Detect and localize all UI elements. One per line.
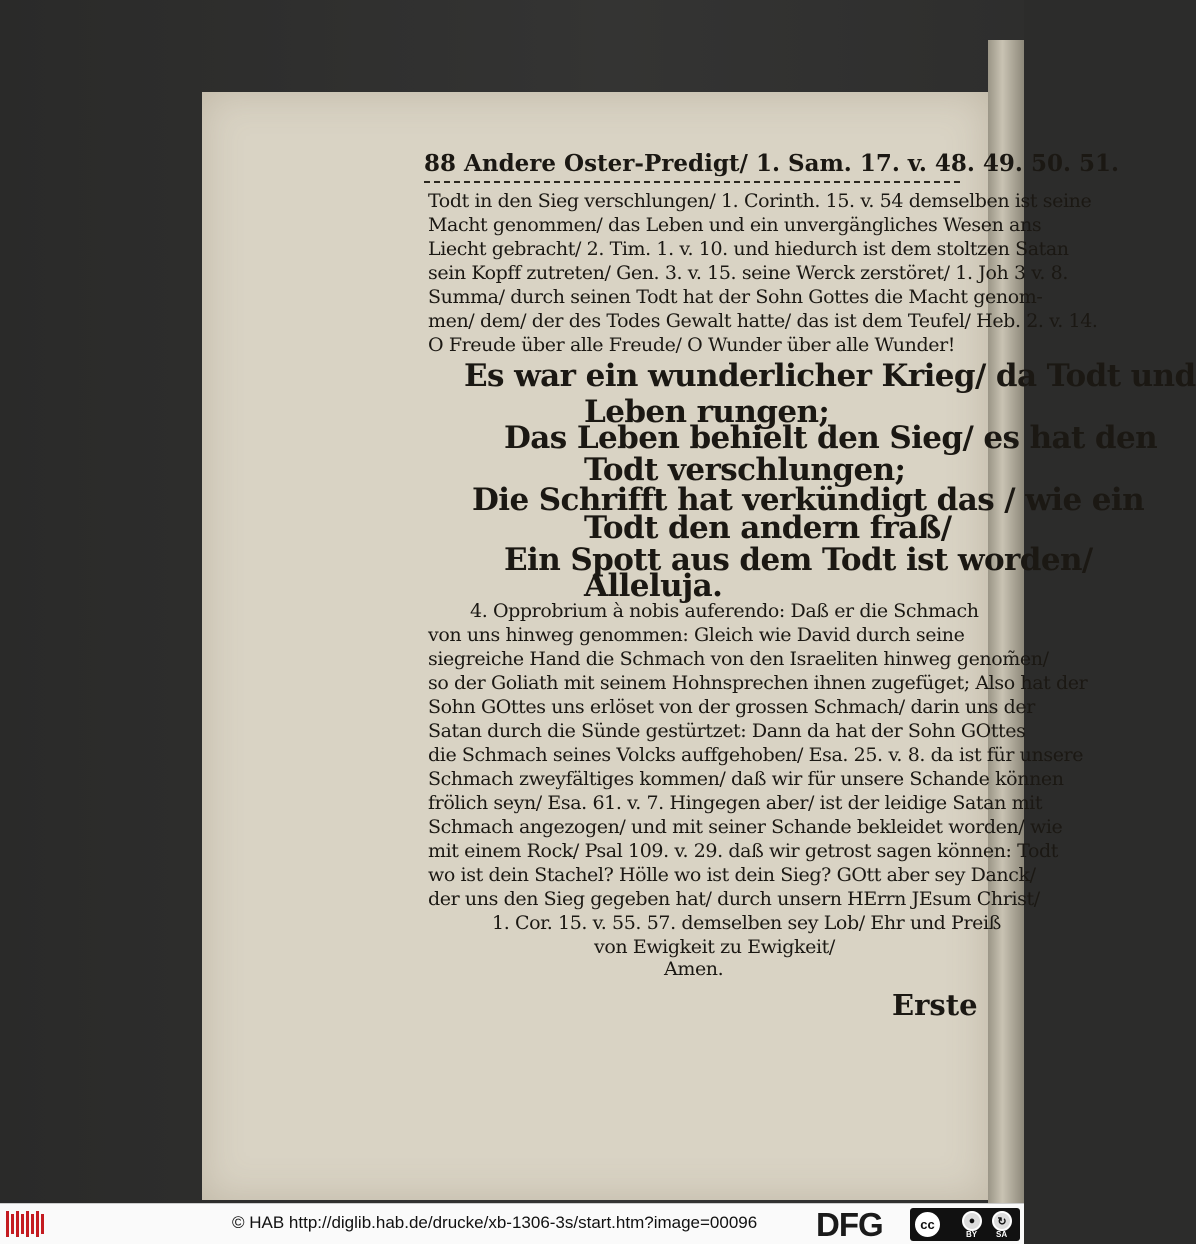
- text-line: Schmach angezogen/ und mit seiner Schande bekleidet worden/ wie: [428, 816, 1063, 838]
- text-line: Summa/ durch seinen Todt hat der Sohn Gottes die Macht genom-: [428, 286, 1043, 308]
- hymn-line: Todt den andern fraß/: [584, 510, 952, 546]
- text-line: Schmach zweyfältiges kommen/ daß wir für unsere Schande können: [428, 768, 1064, 790]
- footer-bar: [0, 1203, 1024, 1244]
- hymn-line: Es war ein wunderlicher Krieg/ da Todt und: [464, 358, 1196, 394]
- text-line: sein Kopff zutreten/ Gen. 3. v. 15. seine Werck zerstöret/ 1. Joh 3 v. 8.: [428, 262, 1068, 284]
- text-line: Todt in den Sieg verschlungen/ 1. Corinth. 15. v. 54 demselben ist seine: [428, 190, 1092, 212]
- sa-label: SA: [996, 1230, 1008, 1239]
- cc-icon: cc: [913, 1210, 942, 1239]
- hymn-line: Das Leben behielt den Sieg/ es hat den: [504, 420, 1158, 456]
- hymn-line: Die Schrifft hat verkündigt das / wie ein: [472, 482, 1145, 518]
- text-line: Liecht gebracht/ 2. Tim. 1. v. 10. und hiedurch ist dem stoltzen Satan: [428, 238, 1069, 260]
- library-logo-icon: [6, 1211, 44, 1237]
- dfg-logo: DFG: [816, 1206, 883, 1243]
- text-line: die Schmach seines Volcks auffgehoben/ Esa. 25. v. 8. da ist für unsere: [428, 744, 1084, 766]
- cc-license-badge[interactable]: [910, 1208, 1020, 1241]
- text-line: frölich seyn/ Esa. 61. v. 7. Hingegen aber/ ist der leidige Satan mit: [428, 792, 1043, 814]
- share-alike-icon: ↻: [992, 1211, 1012, 1231]
- text-line: Macht genommen/ das Leben und ein unvergängliches Wesen ans: [428, 214, 1042, 236]
- hymn-line: Alleluja.: [584, 568, 723, 604]
- text-line: von uns hinweg genommen: Gleich wie David durch seine: [428, 624, 965, 646]
- hymn-line: Leben rungen;: [584, 394, 830, 430]
- text-line: Satan durch die Sünde gestürtzet: Dann da hat der Sohn GOttes: [428, 720, 1026, 742]
- text-line: wo ist dein Stachel? Hölle wo ist dein Sieg? GOtt aber sey Danck/: [428, 864, 1036, 886]
- running-header: 88 Andere Oster-Predigt/ 1. Sam. 17. v. 48. 49. 50. 51.: [424, 150, 1119, 177]
- copyright-link[interactable]: © HAB http://diglib.hab.de/drucke/xb-1306-3s/start.htm?image=00096: [232, 1213, 758, 1232]
- text-line: Sohn GOttes uns erlöset von der grossen Schmach/ darin uns der: [428, 696, 1035, 718]
- hymn-line: Todt verschlungen;: [584, 452, 906, 488]
- text-line: siegreiche Hand die Schmach von den Israeliten hinweg genom̃en/: [428, 648, 1049, 670]
- text-line: men/ dem/ der des Todes Gewalt hatte/ das ist dem Teufel/ Heb. 2. v. 14.: [428, 310, 1098, 332]
- person-icon: ●: [962, 1211, 982, 1231]
- catchword: Erste: [892, 988, 978, 1022]
- book-page: [202, 92, 1196, 1200]
- hymn-line: Ein Spott aus dem Todt ist worden/: [504, 542, 1093, 578]
- by-label: BY: [966, 1230, 978, 1239]
- text-line: so der Goliath mit seinem Hohnsprechen ihnen zugefüget; Also hat der: [428, 672, 1088, 694]
- text-line: der uns den Sieg gegeben hat/ durch unsern HErrn JEsum Christ/: [428, 888, 1040, 910]
- text-line: 4. Opprobrium à nobis auferendo: Daß er die Schmach: [470, 600, 979, 622]
- text-line: von Ewigkeit zu Ewigkeit/: [594, 936, 835, 958]
- header-rule: [424, 181, 960, 183]
- text-line: 1. Cor. 15. v. 55. 57. demselben sey Lob/ Ehr und Preiß: [492, 912, 1001, 934]
- text-line: mit einem Rock/ Psal 109. v. 29. daß wir getrost sagen können: Todt: [428, 840, 1059, 862]
- text-line: O Freude über alle Freude/ O Wunder über alle Wunder!: [428, 334, 955, 356]
- text-line: Amen.: [664, 958, 724, 980]
